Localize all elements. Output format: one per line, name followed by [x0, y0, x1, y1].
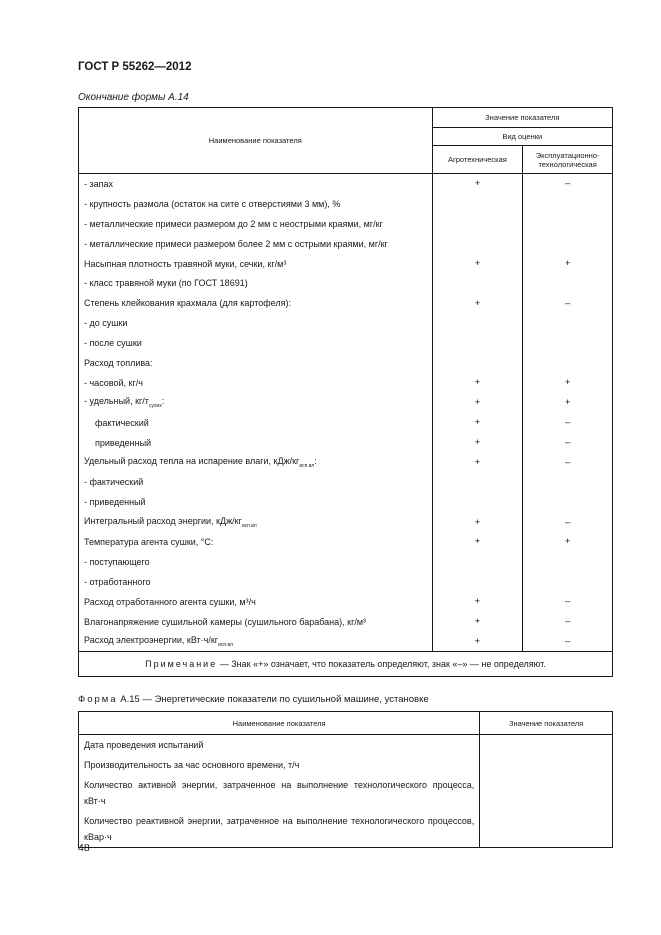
indicator-name: Дата проведения испытаний	[79, 735, 480, 756]
exploitation-value	[523, 492, 613, 512]
agrotech-value	[432, 472, 523, 492]
indicator-name: Удельный расход тепла на испарение влаги, кДж/$кг_{исп.вл}$:	[79, 452, 433, 472]
agrotech-value: +	[432, 532, 523, 552]
table-row	[79, 631, 613, 651]
form-lead: Форма	[78, 694, 118, 705]
table-row	[79, 512, 613, 532]
table-row	[79, 735, 613, 756]
indicator-name: - до сушки	[79, 313, 433, 333]
exploitation-value	[523, 353, 613, 373]
document-id: ГОСТ Р 55262—2012	[78, 61, 192, 73]
exploitation-value	[523, 234, 613, 254]
agrotech-value	[432, 214, 523, 234]
exploitation-value: –	[523, 293, 613, 313]
exploitation-value: –	[523, 612, 613, 632]
agrotech-value	[432, 572, 523, 592]
table-row	[79, 612, 613, 632]
indicator-name: - металлические примеси размером более 2 мм с острыми краями, мг/кг	[79, 234, 433, 254]
table-row	[79, 492, 613, 512]
agrotech-value	[432, 273, 523, 293]
indicator-name: Влагонапряжение сушильной камеры (сушильного барабана), кг/м³	[79, 612, 433, 632]
table-row	[79, 293, 613, 313]
agrotech-value: +	[432, 254, 523, 274]
table-row	[79, 452, 613, 472]
indicator-name: Температура агента сушки, °С:	[79, 532, 433, 552]
exploitation-value	[523, 273, 613, 293]
exploitation-value	[523, 313, 613, 333]
indicator-name: - после сушки	[79, 333, 433, 353]
exploitation-value	[523, 552, 613, 572]
table-caption: Окончание формы А.14	[78, 92, 189, 103]
indicator-name: Интегральный расход энергии, кДж/$кг_{исп.вл}$	[79, 512, 433, 532]
agrotech-value: +	[432, 433, 523, 453]
note-text: — Знак «+» означает, что показатель определяют, знак «–» — не определяют.	[217, 659, 546, 670]
agrotech-value: +	[432, 512, 523, 532]
agrotech-value: +	[432, 592, 523, 612]
agrotech-value	[432, 313, 523, 333]
indicator-name: Количество реактивной энергии, затраченное на выполнение технологического процессов, кВар·ч	[79, 811, 480, 848]
indicator-name: Количество активной энергии, затраченное на выполнение технологического процесса, кВт·ч	[79, 775, 480, 811]
table-row	[79, 811, 613, 848]
exploitation-value	[523, 214, 613, 234]
table-row	[79, 552, 613, 572]
agrotech-value: +	[432, 452, 523, 472]
table-row	[79, 214, 613, 234]
exploitation-value: +	[523, 373, 613, 393]
indicator-name: - удельный, $кг/т_{сухих}$:	[79, 393, 433, 413]
agrotech-value: +	[432, 174, 523, 194]
exploitation-value	[523, 333, 613, 353]
table-row	[79, 194, 613, 214]
indicator-table	[78, 107, 613, 677]
agrotech-value	[432, 234, 523, 254]
exploitation-value	[523, 572, 613, 592]
table-row	[79, 755, 613, 775]
agrotech-value: +	[432, 612, 523, 632]
table-row	[79, 333, 613, 353]
agrotech-value: +	[432, 373, 523, 393]
indicator-name: Насыпная плотность травяной муки, сечки, кг/м³	[79, 254, 433, 274]
indicator-name: Производительность за час основного времени, т/ч	[79, 755, 480, 775]
agrotech-value: +	[432, 631, 523, 651]
indicator-name: Расход отработанного агента сушки, м³/ч	[79, 592, 433, 612]
indicator-value	[480, 775, 613, 811]
exploitation-value: –	[523, 433, 613, 453]
col-header-agrotech: Агротехническая	[432, 146, 523, 174]
exploitation-value	[523, 194, 613, 214]
indicator-name: - отработанного	[79, 572, 433, 592]
indicator-value	[480, 755, 613, 775]
table-row	[79, 313, 613, 333]
agrotech-value	[432, 353, 523, 373]
table-row	[79, 413, 613, 433]
indicator-name: приведенный	[79, 433, 433, 453]
table-row	[79, 775, 613, 811]
indicator-name: Расход топлива:	[79, 353, 433, 373]
table-row	[79, 373, 613, 393]
exploitation-value: +	[523, 254, 613, 274]
indicator-name: - запах	[79, 174, 433, 194]
agrotech-value: +	[432, 393, 523, 413]
form-title-text: А.15 — Энергетические показатели по сушильной машине, установке	[117, 694, 429, 705]
table-note	[79, 652, 613, 677]
agrotech-value	[432, 492, 523, 512]
indicator-name: - класс травяной муки (по ГОСТ 18691)	[79, 273, 433, 293]
exploitation-value	[523, 472, 613, 492]
table-row	[79, 433, 613, 453]
table-row	[79, 393, 613, 413]
indicator-name: Степень клейкования крахмала (для картофеля):	[79, 293, 433, 313]
note-lead: Примечание	[145, 659, 218, 670]
exploitation-value: –	[523, 174, 613, 194]
energy-table	[78, 711, 613, 848]
exploitation-value: –	[523, 512, 613, 532]
col-header-value: Значение показателя	[432, 108, 612, 128]
table-row	[79, 273, 613, 293]
exploitation-value: –	[523, 592, 613, 612]
indicator-name: - часовой, кг/ч	[79, 373, 433, 393]
table-row	[79, 254, 613, 274]
col-header-value: Значение показателя	[480, 712, 613, 735]
indicator-value	[480, 811, 613, 848]
table-row	[79, 472, 613, 492]
col-header-exploitation: Эксплуатационно- технологическая	[523, 146, 613, 174]
form-title	[78, 694, 429, 705]
indicator-name: - приведенный	[79, 492, 433, 512]
table-row	[79, 572, 613, 592]
indicator-value	[480, 735, 613, 756]
indicator-name: фактический	[79, 413, 433, 433]
indicator-name: - крупность размола (остаток на сите с отверстиями 3 мм), %	[79, 194, 433, 214]
col-header-name: Наименование показателя	[79, 108, 433, 174]
table-row	[79, 234, 613, 254]
indicator-name: Расход электроэнергии, $кВт\cdot ч/кг_{исп.вл}$	[79, 631, 433, 651]
indicator-name: - металлические примеси размером до 2 мм с неострыми краями, мг/кг	[79, 214, 433, 234]
indicator-name: - фактический	[79, 472, 433, 492]
indicator-name: - поступающего	[79, 552, 433, 572]
exploitation-value: –	[523, 413, 613, 433]
col-header-assessment: Вид оценки	[432, 128, 612, 146]
exploitation-value: –	[523, 452, 613, 472]
exploitation-value: –	[523, 631, 613, 651]
agrotech-value: +	[432, 413, 523, 433]
table-row	[79, 353, 613, 373]
exploitation-value: +	[523, 393, 613, 413]
table-row	[79, 532, 613, 552]
agrotech-value	[432, 194, 523, 214]
agrotech-value: +	[432, 293, 523, 313]
page-number: 48	[78, 842, 90, 854]
col-header-name: Наименование показателя	[79, 712, 480, 735]
exploitation-value: +	[523, 532, 613, 552]
agrotech-value	[432, 552, 523, 572]
table-row	[79, 592, 613, 612]
agrotech-value	[432, 333, 523, 353]
table-row	[79, 174, 613, 194]
